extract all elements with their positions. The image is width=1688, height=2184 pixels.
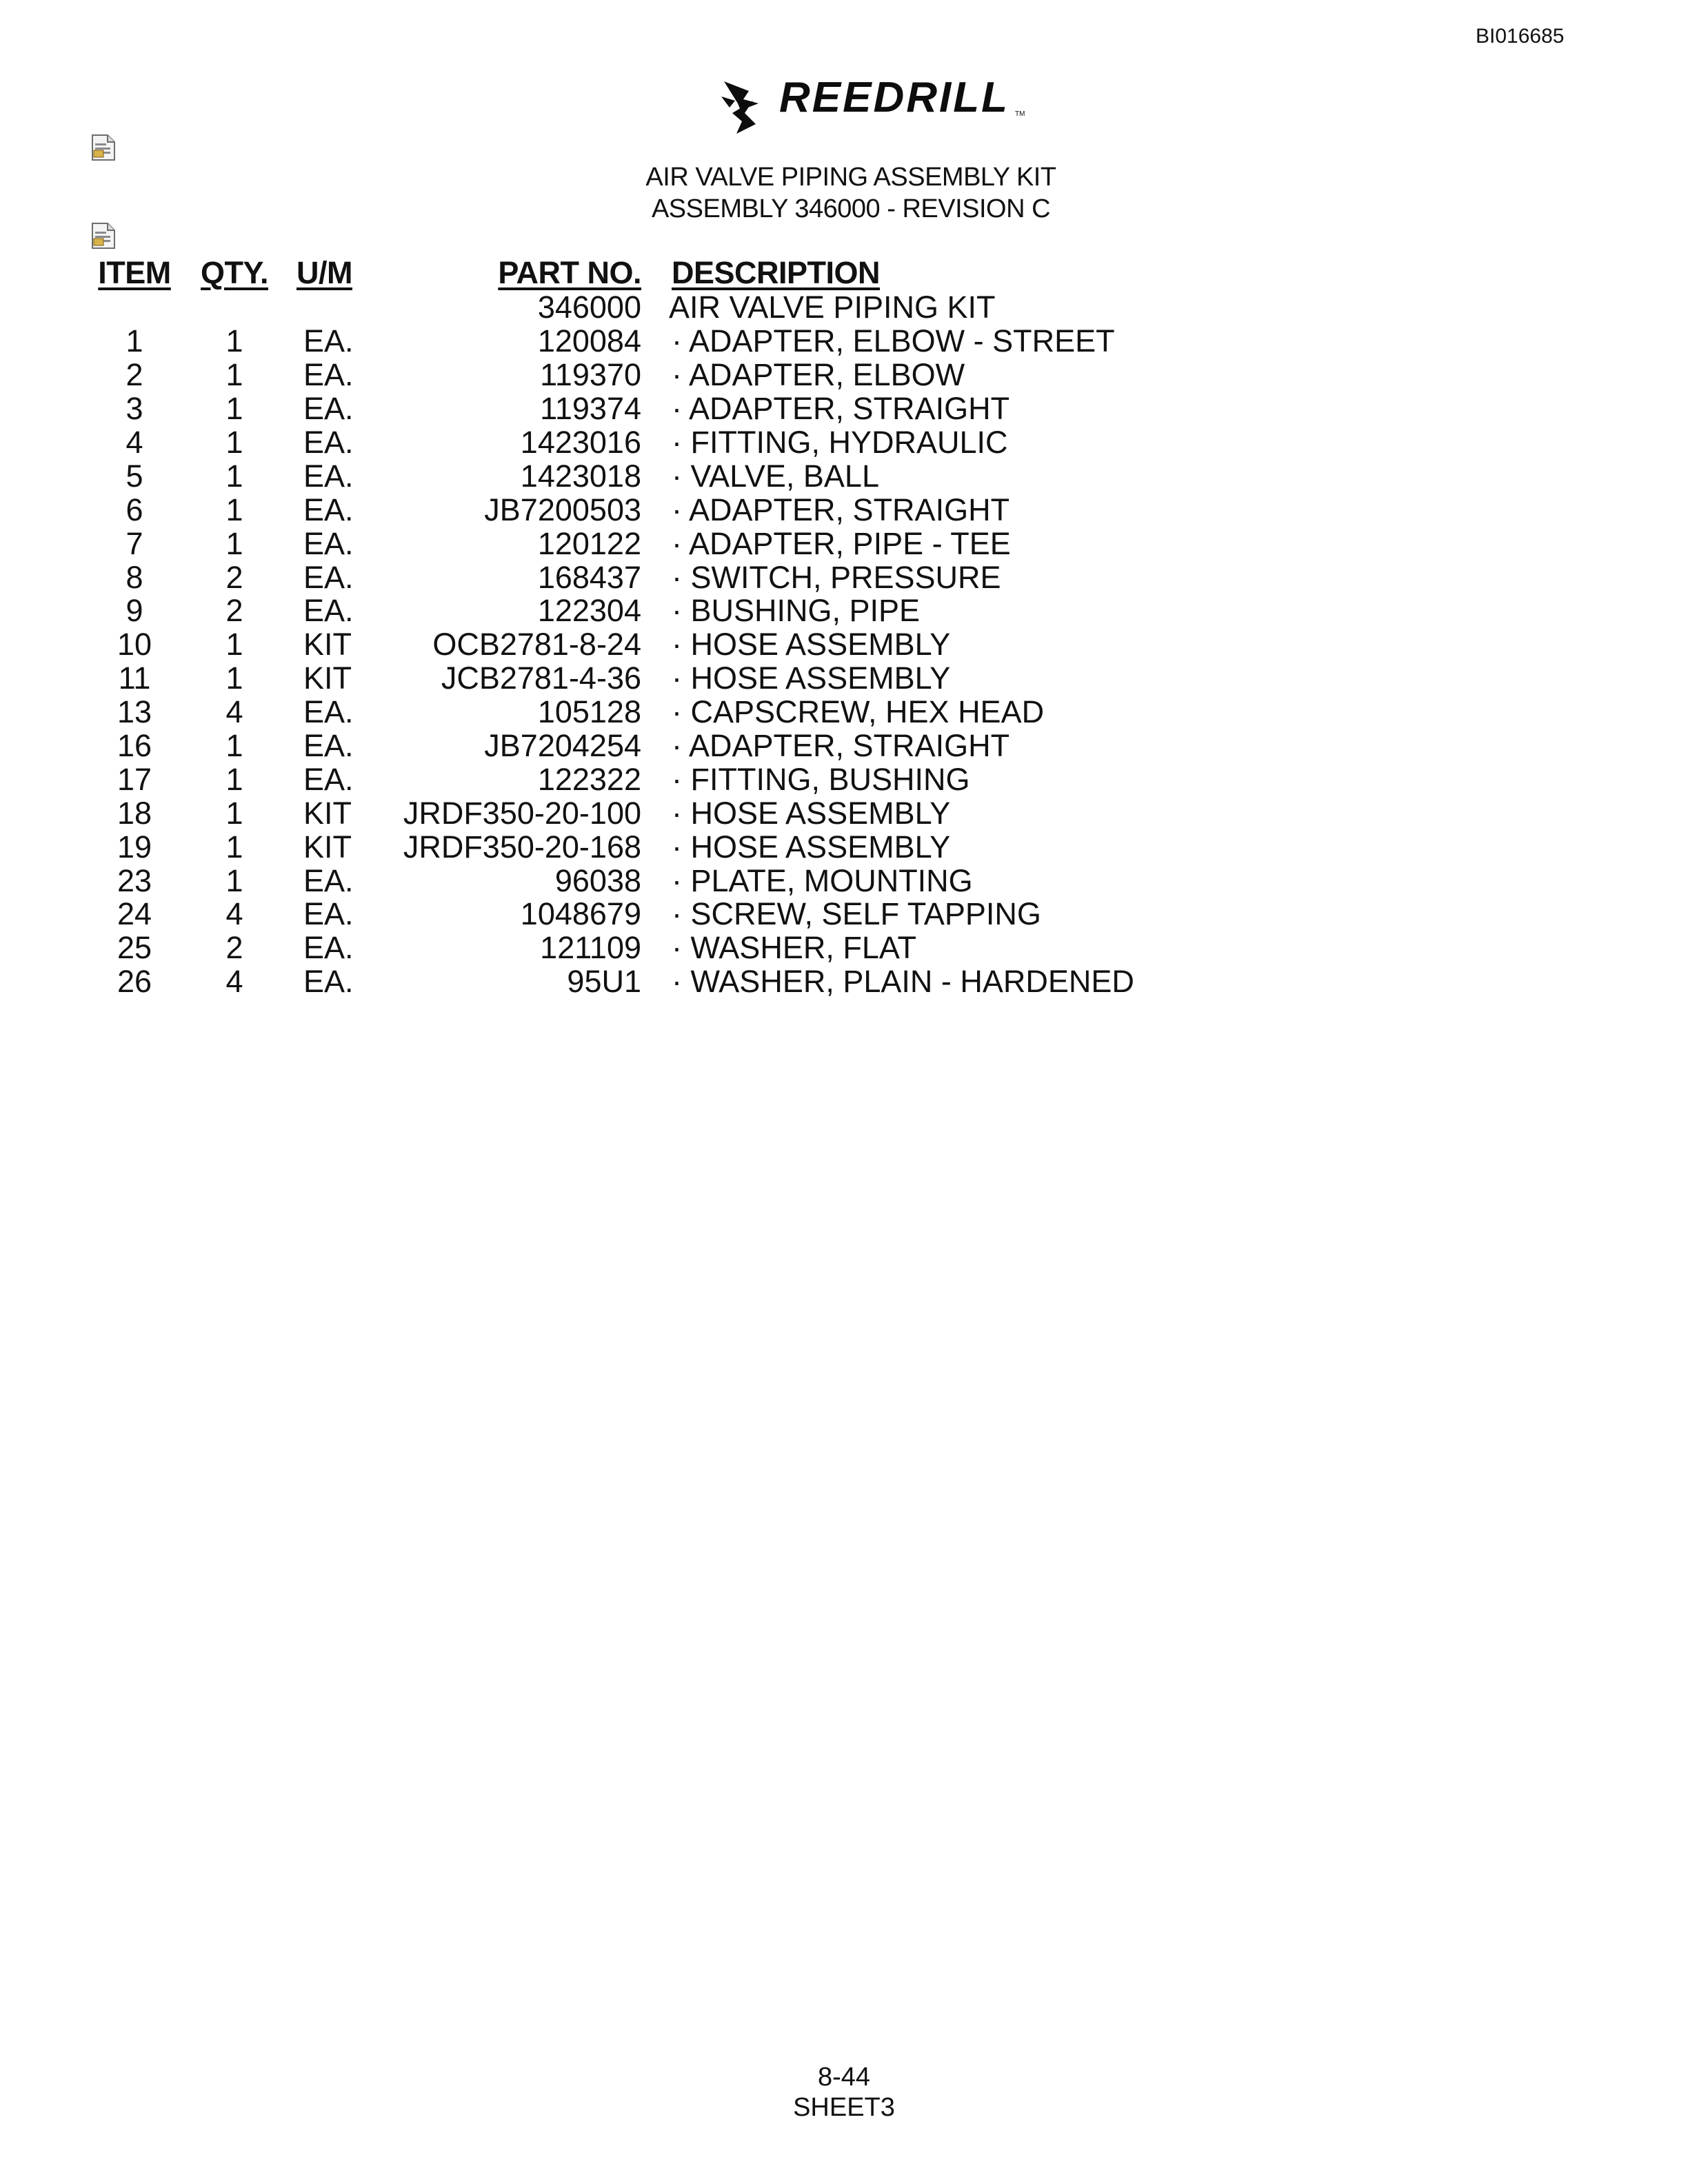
unit-of-measure: EA. bbox=[303, 896, 354, 932]
unit-of-measure: EA. bbox=[303, 323, 354, 359]
unit-of-measure: KIT bbox=[303, 829, 352, 865]
table-row bbox=[90, 796, 1223, 830]
quantity: 1 bbox=[225, 862, 243, 898]
unit-of-measure: EA. bbox=[303, 930, 354, 966]
unit-of-measure: EA. bbox=[303, 357, 354, 393]
part-number: 1423016 bbox=[520, 425, 641, 460]
quantity: 1 bbox=[225, 458, 243, 494]
table-row bbox=[90, 560, 1223, 594]
part-number: 120084 bbox=[537, 323, 641, 359]
part-description: · WASHER, PLAIN - HARDENED bbox=[672, 964, 1134, 1000]
quantity: 2 bbox=[225, 593, 243, 629]
table-row bbox=[90, 392, 1223, 426]
header-description: DESCRIPTION bbox=[672, 255, 881, 290]
assembly-part-no: 346000 bbox=[537, 290, 641, 325]
quantity: 4 bbox=[225, 694, 243, 730]
table-row bbox=[90, 358, 1223, 392]
part-description: · HOSE ASSEMBLY bbox=[672, 660, 951, 696]
quantity: 1 bbox=[225, 627, 243, 663]
part-description: · FITTING, HYDRAULIC bbox=[672, 425, 1008, 460]
unit-of-measure: KIT bbox=[303, 660, 352, 696]
quantity: 1 bbox=[225, 492, 243, 527]
unit-of-measure: EA. bbox=[303, 593, 354, 629]
item-number: 5 bbox=[125, 458, 143, 494]
quantity: 1 bbox=[225, 323, 243, 359]
part-number: 1048679 bbox=[520, 896, 641, 932]
item-number: 10 bbox=[117, 627, 152, 663]
item-number: 2 bbox=[125, 357, 143, 393]
assembly-title-block bbox=[0, 161, 1688, 225]
page-number: 8-44 bbox=[817, 2063, 871, 2092]
part-number: 122322 bbox=[537, 761, 641, 797]
unit-of-measure: EA. bbox=[303, 964, 354, 1000]
item-number: 6 bbox=[125, 492, 143, 527]
header-um: U/M bbox=[297, 255, 352, 290]
table-row bbox=[90, 594, 1223, 628]
item-number: 11 bbox=[118, 660, 151, 696]
part-description: · ADAPTER, STRAIGHT bbox=[672, 728, 1010, 764]
part-description: · PLATE, MOUNTING bbox=[672, 862, 973, 898]
document-icon[interactable] bbox=[91, 134, 116, 161]
table-row bbox=[90, 965, 1223, 999]
quantity: 4 bbox=[225, 896, 243, 932]
assembly-description: AIR VALVE PIPING KIT bbox=[669, 290, 996, 325]
quantity: 1 bbox=[225, 357, 243, 393]
table-row bbox=[90, 898, 1223, 931]
part-description: · HOSE ASSEMBLY bbox=[672, 829, 951, 865]
part-number: JCB2781-4-36 bbox=[441, 660, 641, 696]
quantity: 1 bbox=[225, 728, 243, 764]
part-number: 122304 bbox=[537, 593, 641, 629]
part-description: · ADAPTER, PIPE - TEE bbox=[672, 525, 1011, 561]
table-row bbox=[90, 931, 1223, 965]
unit-of-measure: KIT bbox=[303, 627, 352, 663]
item-number: 23 bbox=[117, 862, 152, 898]
unit-of-measure: KIT bbox=[303, 795, 352, 831]
quantity: 1 bbox=[225, 829, 243, 865]
unit-of-measure: EA. bbox=[303, 525, 354, 561]
quantity: 2 bbox=[225, 559, 243, 595]
part-description: · BUSHING, PIPE bbox=[672, 593, 921, 629]
item-number: 3 bbox=[125, 391, 143, 427]
item-number: 24 bbox=[117, 896, 152, 932]
unit-of-measure: EA. bbox=[303, 425, 354, 460]
part-description: · ADAPTER, STRAIGHT bbox=[672, 492, 1010, 527]
part-number: JB7204254 bbox=[484, 728, 641, 764]
item-number: 4 bbox=[125, 425, 143, 460]
unit-of-measure: EA. bbox=[303, 559, 354, 595]
quantity: 1 bbox=[225, 525, 243, 561]
part-number: 96038 bbox=[554, 862, 641, 898]
table-row bbox=[90, 762, 1223, 796]
part-description: · HOSE ASSEMBLY bbox=[672, 627, 951, 663]
item-number: 25 bbox=[117, 930, 152, 966]
part-number: 168437 bbox=[537, 559, 641, 595]
assembly-revision: ASSEMBLY 346000 - REVISION C bbox=[651, 194, 1051, 223]
table-row bbox=[90, 628, 1223, 662]
part-number: JRDF350-20-100 bbox=[403, 795, 641, 831]
table-header-row bbox=[90, 250, 1223, 291]
item-number: 18 bbox=[117, 795, 152, 831]
part-number: JB7200503 bbox=[484, 492, 641, 527]
part-number: OCB2781-8-24 bbox=[432, 627, 641, 663]
unit-of-measure: EA. bbox=[303, 391, 354, 427]
header-item: ITEM bbox=[98, 255, 171, 290]
kit-title: AIR VALVE PIPING ASSEMBLY KIT bbox=[645, 163, 1056, 192]
item-number: 26 bbox=[117, 964, 152, 1000]
unit-of-measure: EA. bbox=[303, 862, 354, 898]
table-row bbox=[90, 459, 1223, 493]
item-number: 19 bbox=[117, 829, 152, 865]
logo-trademark: TM bbox=[1015, 110, 1025, 118]
unit-of-measure: EA. bbox=[303, 694, 354, 730]
table-row bbox=[90, 325, 1223, 358]
item-number: 17 bbox=[117, 761, 152, 797]
part-description: · HOSE ASSEMBLY bbox=[672, 795, 951, 831]
item-number: 13 bbox=[117, 694, 152, 730]
item-number: 8 bbox=[125, 559, 143, 595]
part-description: · ADAPTER, ELBOW bbox=[672, 357, 965, 393]
table-row bbox=[90, 864, 1223, 898]
reedrill-swirl-icon bbox=[717, 76, 772, 138]
quantity: 1 bbox=[225, 795, 243, 831]
part-number: 121109 bbox=[540, 930, 641, 966]
part-description: · ADAPTER, ELBOW - STREET bbox=[672, 323, 1115, 359]
item-number: 1 bbox=[125, 323, 143, 359]
parts-table bbox=[90, 250, 1223, 999]
part-description: · FITTING, BUSHING bbox=[672, 761, 970, 797]
reedrill-logo bbox=[717, 73, 1034, 142]
quantity: 2 bbox=[225, 930, 243, 966]
unit-of-measure: EA. bbox=[303, 728, 354, 764]
table-row bbox=[90, 426, 1223, 460]
part-description: · VALVE, BALL bbox=[672, 458, 879, 494]
document-icon[interactable] bbox=[91, 222, 116, 250]
part-number: 119370 bbox=[540, 357, 641, 393]
unit-of-measure: EA. bbox=[303, 458, 354, 494]
part-number: 1423018 bbox=[520, 458, 641, 494]
quantity: 4 bbox=[225, 964, 243, 1000]
part-description: · SCREW, SELF TAPPING bbox=[672, 896, 1041, 932]
table-row bbox=[90, 493, 1223, 527]
part-description: · SWITCH, PRESSURE bbox=[672, 559, 1001, 595]
part-number: 95U1 bbox=[567, 964, 641, 1000]
sheet-label: SHEET3 bbox=[793, 2093, 895, 2122]
assembly-row bbox=[90, 291, 1223, 325]
table-row bbox=[90, 662, 1223, 696]
unit-of-measure: EA. bbox=[303, 761, 354, 797]
part-number: 120122 bbox=[537, 525, 641, 561]
part-number: 119374 bbox=[540, 391, 641, 427]
quantity: 1 bbox=[225, 391, 243, 427]
quantity: 1 bbox=[225, 761, 243, 797]
logo-wordmark: REEDRILL bbox=[779, 74, 1009, 121]
item-number: 9 bbox=[125, 593, 143, 629]
part-description: · ADAPTER, STRAIGHT bbox=[672, 391, 1010, 427]
quantity: 1 bbox=[225, 425, 243, 460]
header-qty: QTY. bbox=[200, 255, 269, 290]
table-row bbox=[90, 729, 1223, 763]
table-row bbox=[90, 527, 1223, 560]
table-row bbox=[90, 830, 1223, 864]
part-description: · CAPSCREW, HEX HEAD bbox=[672, 694, 1045, 730]
table-row bbox=[90, 696, 1223, 729]
part-number: JRDF350-20-168 bbox=[403, 829, 641, 865]
document-id: BI016685 bbox=[1476, 25, 1565, 48]
header-part-no: PART NO. bbox=[498, 255, 641, 290]
part-number: 105128 bbox=[537, 694, 641, 730]
part-description: · WASHER, FLAT bbox=[672, 930, 917, 966]
unit-of-measure: EA. bbox=[303, 492, 354, 527]
quantity: 1 bbox=[225, 660, 243, 696]
item-number: 16 bbox=[117, 728, 152, 764]
item-number: 7 bbox=[125, 525, 143, 561]
